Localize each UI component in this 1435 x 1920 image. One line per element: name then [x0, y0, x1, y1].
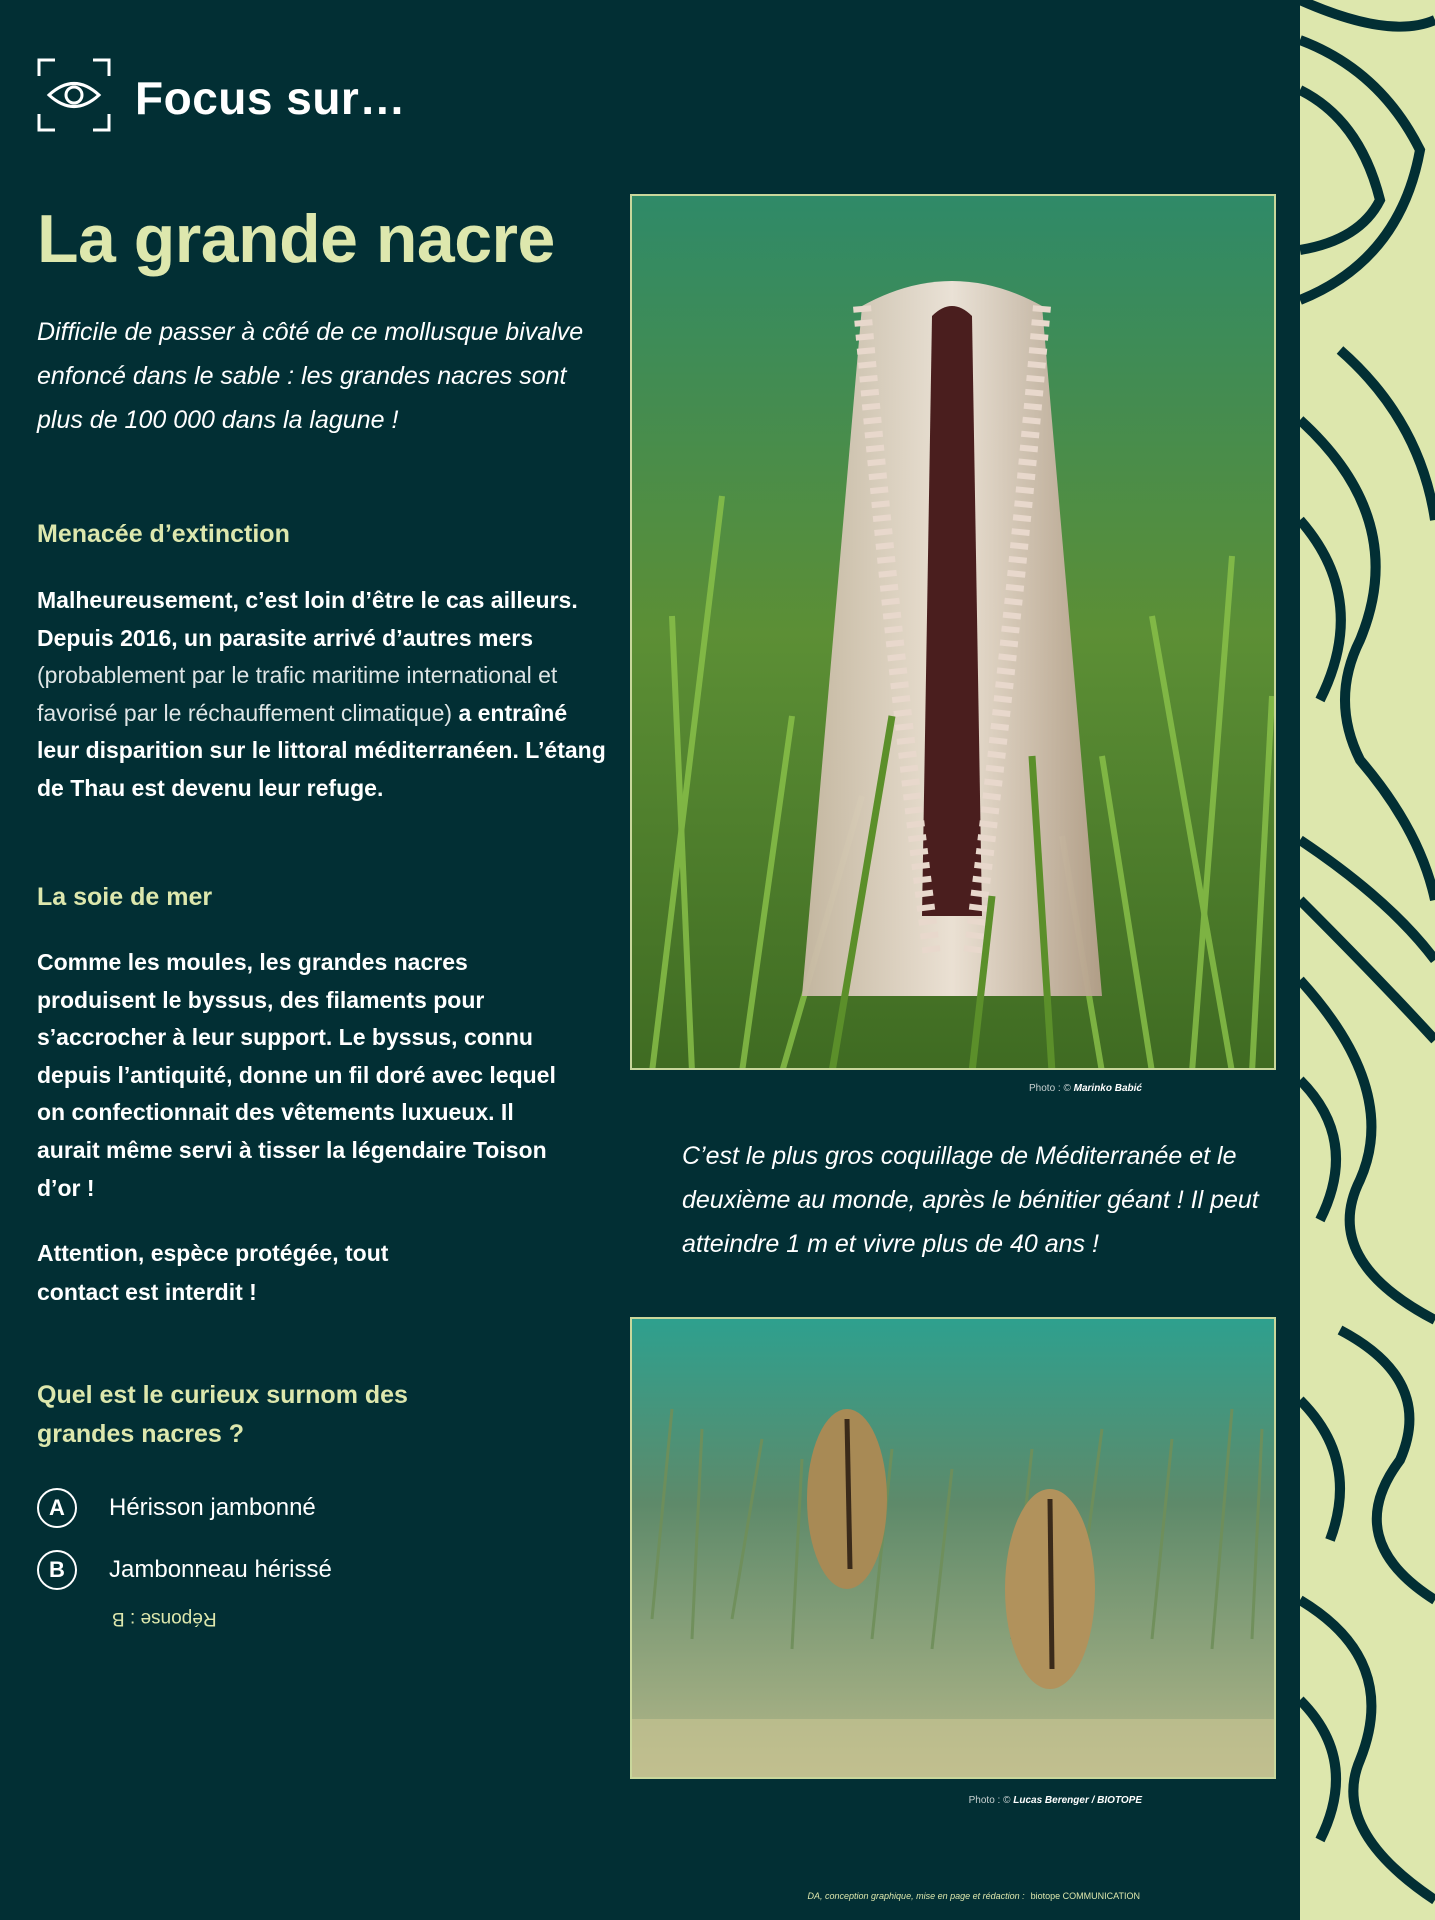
option-text: Jambonneau hérissé: [109, 1556, 332, 1583]
quiz-question: Quel est le curieux surnom des grandes nacres ?: [37, 1381, 408, 1448]
section-body-extinction: [37, 582, 607, 808]
credit-prefix: Photo : ©: [1029, 1083, 1071, 1094]
option-letter-badge: B: [37, 1550, 77, 1590]
fact-quote: C’est le plus gros coquillage de Méditerranée et le deuxième au monde, après le bénitier géant ! Il peut atteindre 1 m et vivre plus de 40 ans !: [682, 1142, 1259, 1258]
photo-credit-bottom: [969, 1795, 1142, 1806]
footer-text: DA, conception graphique, mise en page et rédaction :: [807, 1891, 1025, 1901]
biotope-logo: biotope COMMUNICATION: [1030, 1891, 1140, 1901]
intro-text: Difficile de passer à côté de ce mollusque bivalve enfoncé dans le sable : les grandes nacres sont plus de 100 000 dans la lagune !: [37, 318, 584, 434]
credit-name: Marinko Babić: [1073, 1083, 1142, 1094]
option-text: Hérisson jambonné: [109, 1494, 316, 1521]
section-heading-extinction: Menacée d’extinction: [37, 520, 290, 548]
eye-focus-icon: [37, 58, 111, 137]
option-letter-badge: A: [37, 1488, 77, 1528]
quiz-answer-upside-down: Réponse : B: [112, 1608, 217, 1629]
section-heading-silk: La soie de mer: [37, 883, 213, 911]
footer-credits: [808, 1891, 1141, 1901]
photo-credit-top: [1029, 1083, 1142, 1094]
topographic-pattern: [1300, 0, 1435, 1920]
photo-pen-shell-closeup: [630, 194, 1276, 1070]
quiz-option-a: [37, 1488, 316, 1528]
extinction-text-1: Malheureusement, c’est loin d’être le cas ailleurs. Depuis 2016, un parasite arrivé d’autres mers: [37, 587, 578, 651]
header: [37, 58, 406, 137]
photo-pen-shells-seagrass: [630, 1317, 1276, 1779]
credit-prefix: Photo : ©: [968, 1795, 1011, 1806]
warning-text: Attention, espèce protégée, tout contact est interdit !: [37, 1240, 389, 1305]
credit-name: Lucas Berenger / BIOTOPE: [1013, 1795, 1142, 1806]
section-body-silk: Comme les moules, les grandes nacres produisent le byssus, des filaments pour s’accrocher à leur support. Le byssus, connu depuis l’antiquité, donne un fil doré avec lequel on confectionnait des vêtements luxueux. Il aurait même servi à tisser la légendaire Toison d’or !: [37, 949, 556, 1201]
header-title: Focus sur…: [135, 71, 406, 124]
page-title: La grande nacre: [37, 201, 555, 277]
quiz-option-b: [37, 1550, 332, 1590]
extinction-text-3: a entraîné leur disparition sur le littoral méditerranéen. L’étang de Thau est devenu leur refuge.: [37, 699, 606, 801]
extinction-text-2: (probablement par le trafic maritime international et favorisé par le réchauffement climatique): [37, 662, 558, 726]
